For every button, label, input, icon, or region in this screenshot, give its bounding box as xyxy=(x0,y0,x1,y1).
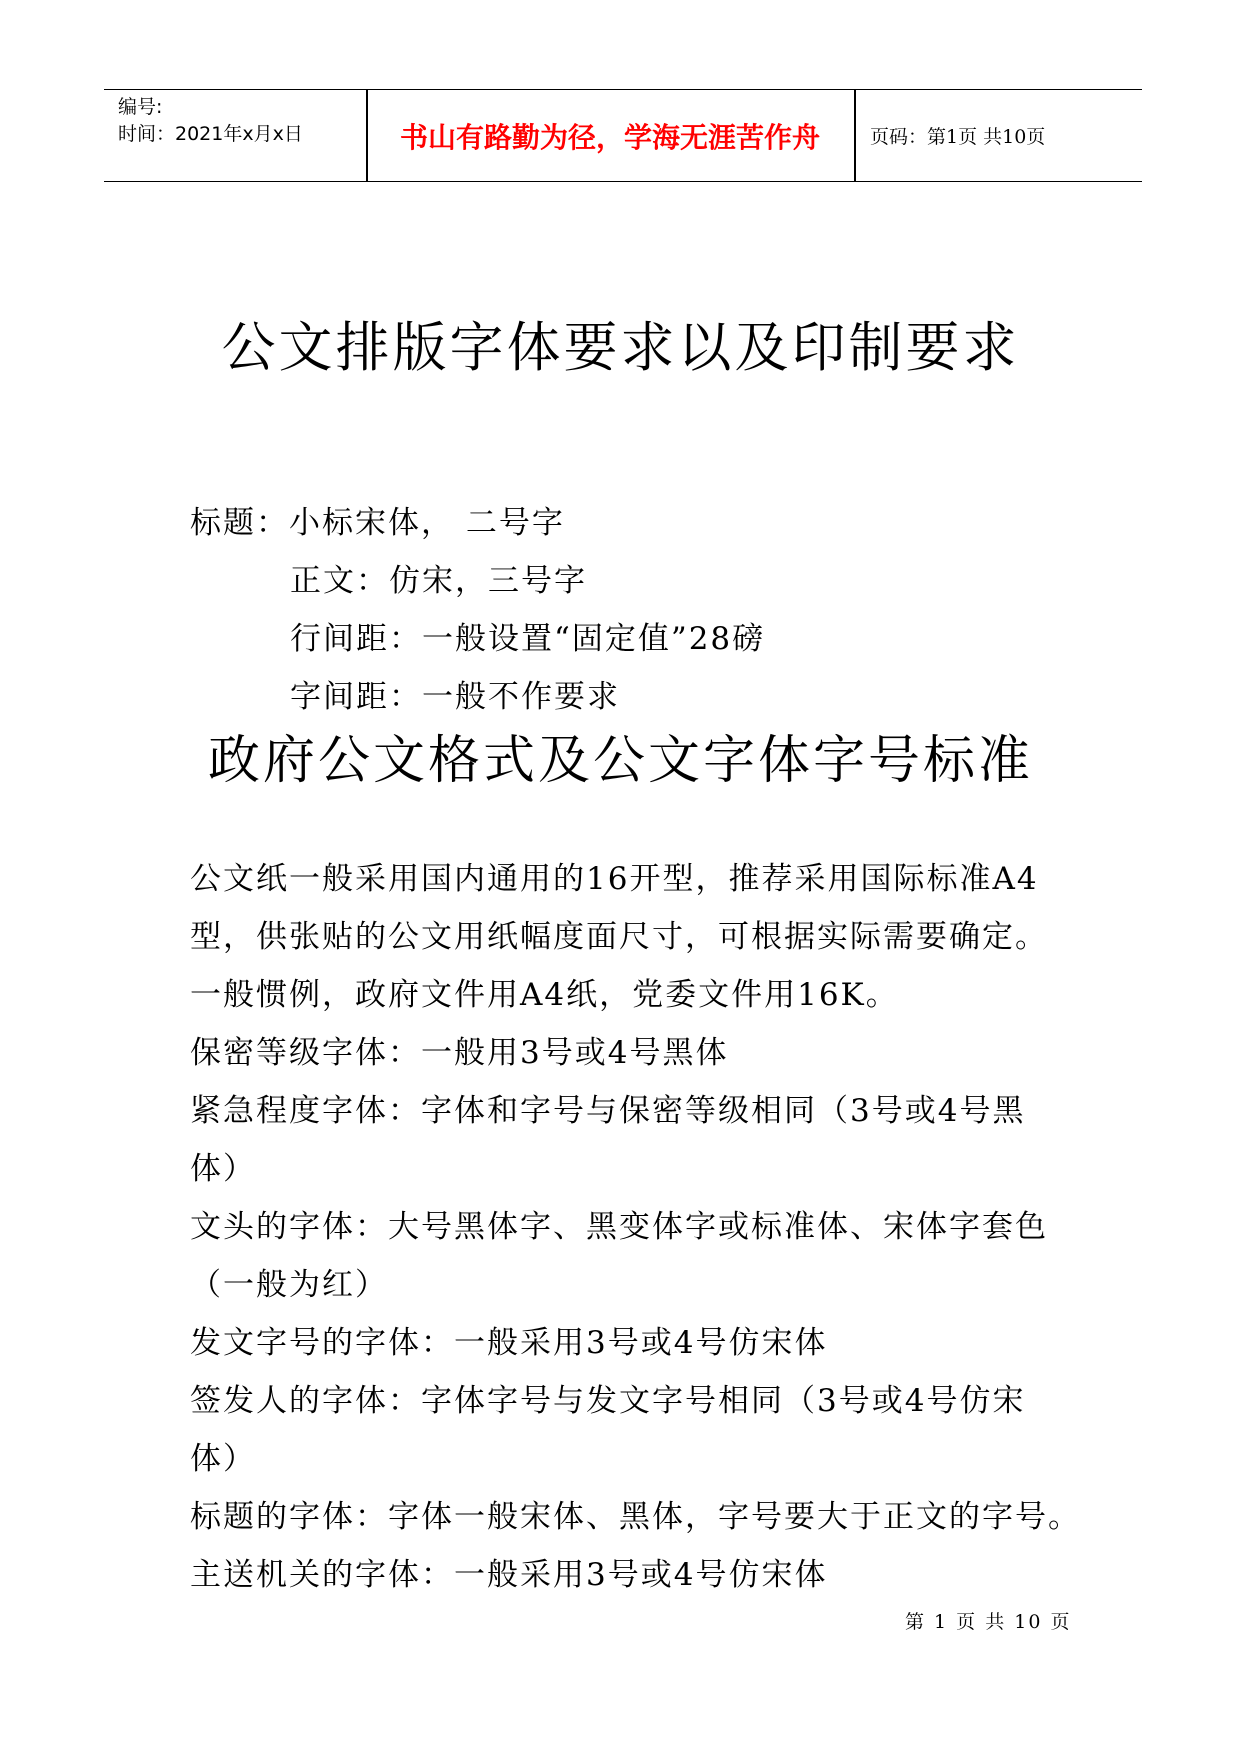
spec-line: 标题：小标宋体， 二号字 xyxy=(190,505,565,541)
header-page-number: 页码：第1页 共10页 xyxy=(870,126,1046,148)
body-line: （一般为红） xyxy=(190,1267,388,1303)
spec-line: 行间距：一般设置“固定值”28磅 xyxy=(290,621,766,657)
body-line: 公文纸一般采用国内通用的16开型，推荐采用国际标准A4 xyxy=(190,861,1039,897)
document-date: 时间：2021年x月x日 xyxy=(118,123,303,145)
document-title: 公文排版字体要求以及印制要求 xyxy=(221,316,1020,379)
body-line: 发文字号的字体：一般采用3号或4号仿宋体 xyxy=(190,1325,828,1361)
header-meta xyxy=(118,94,303,148)
header-motto: 书山有路勤为径，学海无涯苦作舟 xyxy=(399,120,820,154)
document-number-label: 编号: xyxy=(118,96,163,118)
body-line: 文头的字体：大号黑体字、黑变体字或标准体、宋体字套色 xyxy=(190,1209,1048,1245)
section-title: 政府公文格式及公文字体字号标准 xyxy=(207,731,1033,791)
body-line: 标题的字体：字体一般宋体、黑体，字号要大于正文的字号。 xyxy=(190,1499,1081,1535)
spec-line: 正文：仿宋，三号字 xyxy=(290,563,587,599)
body-line: 型，供张贴的公文用纸幅度面尺寸，可根据实际需要确定。 xyxy=(190,919,1048,955)
body-line: 签发人的字体：字体字号与发文字号相同（3号或4号仿宋 xyxy=(190,1383,1026,1419)
spec-line: 字间距：一般不作要求 xyxy=(290,679,620,715)
body-line: 主送机关的字体：一般采用3号或4号仿宋体 xyxy=(190,1557,828,1593)
body-line: 体） xyxy=(190,1151,256,1187)
header-divider xyxy=(854,90,856,181)
body-line: 一般惯例，政府文件用A4纸，党委文件用16K。 xyxy=(190,977,899,1013)
body-line: 保密等级字体：一般用3号或4号黑体 xyxy=(190,1035,729,1071)
page-header xyxy=(104,89,1142,182)
body-line: 紧急程度字体：字体和字号与保密等级相同（3号或4号黑 xyxy=(190,1093,1026,1129)
page-footer: 第 1 页 共 10 页 xyxy=(905,1611,1072,1633)
body-line: 体） xyxy=(190,1441,256,1477)
